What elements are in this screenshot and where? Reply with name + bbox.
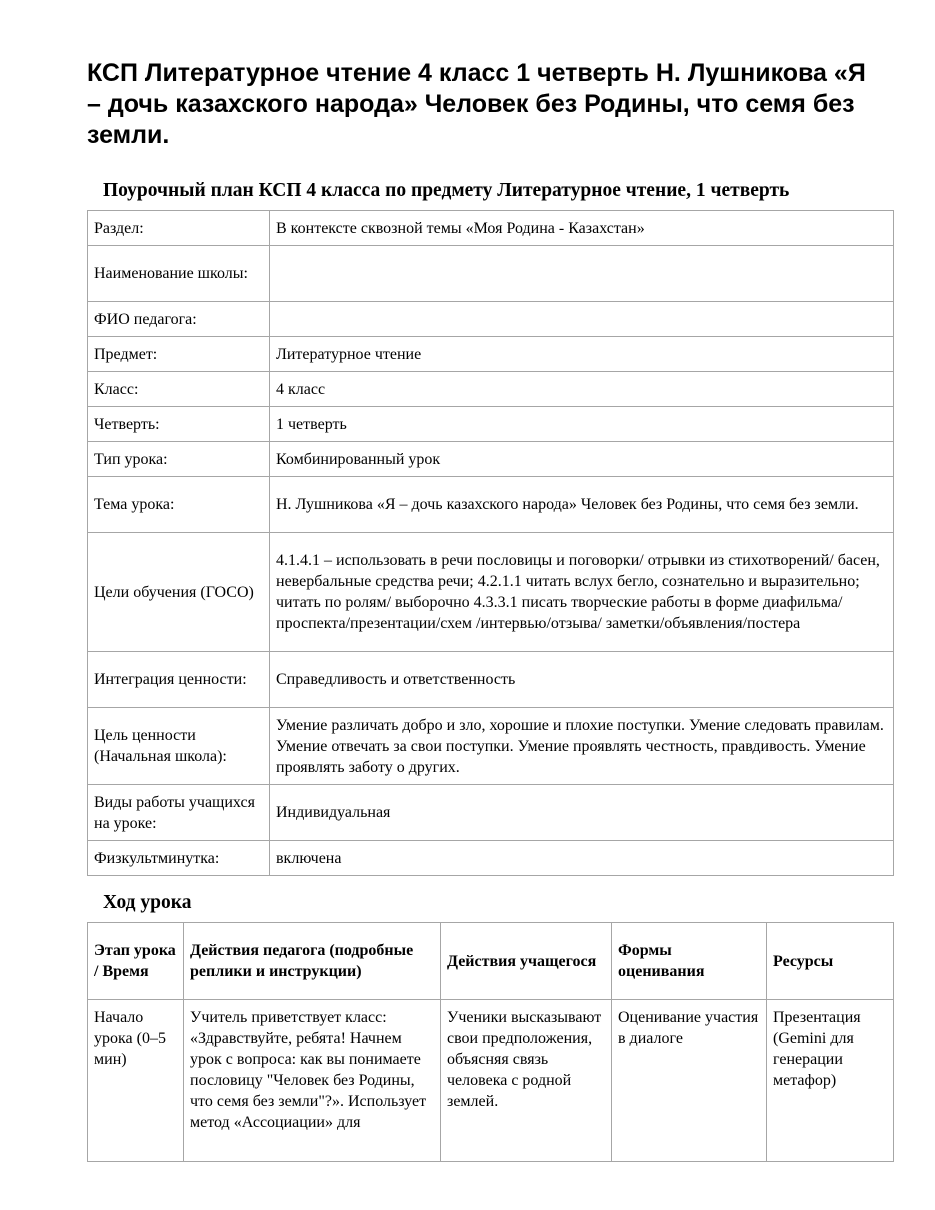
- row-value: Литературное чтение: [270, 337, 894, 372]
- row-value: [270, 302, 894, 337]
- table-row: [88, 652, 894, 708]
- table-row: [88, 1000, 894, 1162]
- row-label: Тип урока:: [88, 442, 270, 477]
- table-row: [88, 372, 894, 407]
- resources-text: Презентация (Gemini для генерации метафор): [773, 1009, 861, 1089]
- row-label: Наименование школы:: [88, 246, 270, 302]
- column-header-assessment: Формы оценивания: [612, 923, 767, 1000]
- table-row: [88, 477, 894, 533]
- column-header-resources: Ресурсы: [767, 923, 894, 1000]
- column-header-student-actions: Действия учащегося: [441, 923, 612, 1000]
- table-row: [88, 302, 894, 337]
- row-value: 1 четверть: [270, 407, 894, 442]
- row-value: 4.1.4.1 – использовать в речи пословицы и поговорки/ отрывки из стихотворений/ басен, невербальные средства речи; 4.2.1.1 читать вслух бегло, сознательно и выразительно; читать по ролям/ выборочно 4.3.3.1 писать творческие работы в форме диафильма/ проспекта/презентации/схем /интервью/отзыва/ заметки/объявления/постера: [270, 533, 894, 652]
- row-value: [270, 246, 894, 302]
- assessment-cell: [612, 1000, 767, 1162]
- row-label: Интеграция ценности:: [88, 652, 270, 708]
- row-value: Комбинированный урок: [270, 442, 894, 477]
- row-label: Цель ценности (Начальная школа):: [88, 708, 270, 785]
- table-row: [88, 533, 894, 652]
- plan-heading: Поурочный план КСП 4 класса по предмету Литературное чтение, 1 четверть: [103, 180, 790, 201]
- row-label: Виды работы учащихся на уроке:: [88, 785, 270, 841]
- row-label: Цели обучения (ГОСО): [88, 533, 270, 652]
- row-value: Умение различать добро и зло, хорошие и плохие поступки. Умение следовать правилам. Умение отвечать за свои поступки. Умение проявлять честность, правдивость. Умение проявлять заботу о других.: [270, 708, 894, 785]
- lesson-progress-heading: Ход урока: [103, 892, 192, 913]
- table-row: [88, 708, 894, 785]
- stage-cell: [88, 1000, 184, 1162]
- assessment-text: Оценивание участия в диалоге: [618, 1009, 759, 1047]
- table-row: [88, 442, 894, 477]
- table-row: [88, 785, 894, 841]
- row-label: Раздел:: [88, 211, 270, 246]
- table-row: [88, 337, 894, 372]
- row-label: Класс:: [88, 372, 270, 407]
- row-label: Физкультминутка:: [88, 841, 270, 876]
- table-row: [88, 841, 894, 876]
- row-value: Индивидуальная: [270, 785, 894, 841]
- teacher-actions-text: Учитель приветствует класс: «Здравствуйте, ребята! Начнем урок с вопроса: как вы понимаете пословицу "Человек без Родины, что семя без земли"?». Использует метод «Ассоциации» для: [190, 1009, 427, 1131]
- column-header-teacher-actions: Действия педагога (подробные реплики и инструкции): [184, 923, 441, 1000]
- table-header-row: [88, 923, 894, 1000]
- row-value: 4 класс: [270, 372, 894, 407]
- row-label: Четверть:: [88, 407, 270, 442]
- table-row: [88, 211, 894, 246]
- student-actions-cell: [441, 1000, 612, 1162]
- student-actions-text: Ученики высказывают свои предположения, объясняя связь человека с родной землей.: [447, 1009, 602, 1110]
- row-value: включена: [270, 841, 894, 876]
- lesson-plan-table: [87, 210, 894, 876]
- lesson-progress-table: [87, 922, 894, 1162]
- table-row: [88, 407, 894, 442]
- document-title: КСП Литературное чтение 4 класс 1 четверть Н. Лушникова «Я – дочь казахского народа» Человек без Родины, что семя без земли.: [87, 59, 866, 149]
- teacher-actions-cell: [184, 1000, 441, 1162]
- row-value: Н. Лушникова «Я – дочь казахского народа» Человек без Родины, что семя без земли.: [270, 477, 894, 533]
- stage-text: Начало урока (0–5 мин): [94, 1009, 166, 1068]
- row-label: ФИО педагога:: [88, 302, 270, 337]
- column-header-stage: Этап урока / Время: [88, 923, 184, 1000]
- resources-cell: [767, 1000, 894, 1162]
- row-value: Справедливость и ответственность: [270, 652, 894, 708]
- row-label: Тема урока:: [88, 477, 270, 533]
- row-label: Предмет:: [88, 337, 270, 372]
- row-value: В контексте сквозной темы «Моя Родина - Казахстан»: [270, 211, 894, 246]
- table-row: [88, 246, 894, 302]
